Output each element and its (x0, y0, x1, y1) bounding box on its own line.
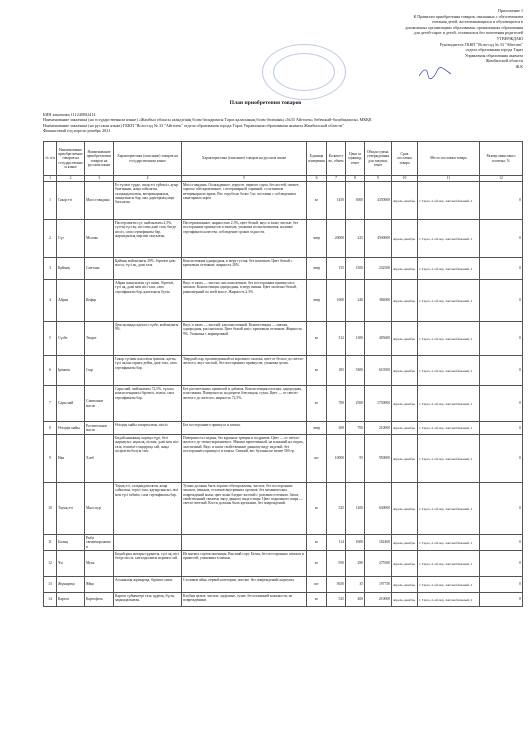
table-row (44, 535, 523, 551)
header-cell: Размер авансового платежа, % (480, 142, 523, 176)
item-advance-payment: 0 (480, 435, 523, 483)
item-unit: кг (307, 593, 327, 607)
item-unit: кг (307, 322, 327, 356)
table-row (44, 483, 523, 535)
table-row (44, 182, 523, 220)
appendix-line: питания детей, воспитывающихся и обучающихся в (432, 19, 523, 25)
table-body (44, 176, 523, 607)
item-delivery-place: г. Тараз, 2-ой пер. Автомобильный, 2 (418, 483, 480, 535)
table-row (44, 220, 523, 258)
item-name-kz: Сары май (57, 386, 85, 422)
row-number: 9 (44, 435, 57, 483)
table-row (44, 551, 523, 577)
row-number: 3 (44, 258, 57, 280)
item-delivery-term: апрель-декабрь (392, 322, 418, 356)
row-number: 4 (44, 280, 57, 322)
item-description-kz: Картоп түйнектері таза, құрғақ, бүтін, зақымдалмаған. (114, 593, 182, 607)
item-unit: литр (307, 220, 327, 258)
item-unit: кг (307, 551, 327, 577)
item-description-kz: Денсаулыққа қауіпсіз сүзбе, майлылығы 9%. (114, 322, 182, 356)
header-cell: Место поставки товара (418, 142, 480, 176)
item-description-kz: Асханалық жұмыртқа, бірінші санат. (114, 577, 182, 593)
item-delivery-term: апрель-декабрь (392, 535, 418, 551)
item-name-ru: Картофель (85, 593, 114, 607)
item-delivery-place: г. Тараз, 2-ой пер. Автомобильный, 2 (418, 182, 480, 220)
item-quantity: 114 (327, 535, 346, 551)
item-total-amount: 950000 (365, 435, 392, 483)
item-name-kz: Сүт (57, 220, 85, 258)
item-total-amount: 384000 (365, 280, 392, 322)
item-total-amount: 210000 (365, 422, 392, 435)
column-number: 2 (57, 176, 85, 182)
item-name-ru: Хлеб (85, 435, 114, 483)
item-delivery-place: г. Тараз, 2-ой пер. Автомобильный, 2 (418, 535, 480, 551)
item-unit: кг (307, 535, 327, 551)
item-delivery-place: г. Тараз, 2-ой пер. Автомобильный, 2 (418, 551, 480, 577)
item-delivery-place: г. Тараз, 2-ой пер. Автомобильный, 2 (418, 220, 480, 258)
item-description-kz: Сиыр сүтінен жасалған ірімшік, қатты, түсі ақтан сарыға дейін, дәмі таза, сапа сертификаты бар. (114, 356, 182, 386)
item-unit-price: 240 (346, 280, 365, 322)
item-description-ru: Пастеризованное, жирностью 2,5%, цвет белый, вкус и запах чистые, без посторонних привкусов и запахов, упаковка полиэтиленовая, наличие сертификата качества, соблюдение сроков годности. (182, 220, 307, 258)
appendix-line: отдела образования города Тараз (465, 47, 523, 53)
item-description-ru: Без постороннего привкуса и запаха. (182, 422, 307, 435)
row-number: 13 (44, 577, 57, 593)
item-name-kz: Сиыр еті (57, 182, 85, 220)
signature-mark (418, 66, 452, 80)
item-quantity: 10000 (327, 435, 346, 483)
item-total-amount: 210000 (365, 593, 392, 607)
header-cell: Наименование приобретаемых товаров на государственном языке (57, 142, 85, 176)
item-delivery-term: апрель-декабрь (392, 483, 418, 535)
item-quantity: 155 (327, 258, 346, 280)
item-unit: кг (307, 356, 327, 386)
item-delivery-place: г. Тараз, 2-ой пер. Автомобильный, 2 (418, 422, 480, 435)
item-name-kz: Қаймақ (57, 258, 85, 280)
item-total-amount: 232500 (365, 258, 392, 280)
item-advance-payment: 0 (480, 280, 523, 322)
item-unit-price: 290 (346, 551, 365, 577)
item-name-kz: Жұмыртқа (57, 577, 85, 593)
item-total-amount: 275500 (365, 551, 392, 577)
item-quantity: 700 (327, 386, 346, 422)
item-name-kz: Нан (57, 435, 85, 483)
item-total-amount: 610500 (365, 356, 392, 386)
item-quantity: 312 (327, 322, 346, 356)
item-advance-payment: 0 (480, 551, 523, 577)
item-name-ru: Рыба свежемороженая (85, 535, 114, 551)
appendix-line: Руководитель ГККП "Ясли-сад № 33 "Айгөлек" (439, 41, 523, 47)
item-delivery-place: г. Тараз, 2-ой пер. Автомобильный, 2 (418, 356, 480, 386)
item-description-ru: Поверхность гладкая, без крупных трещин и подрывов. Цвет — от светло-желтого до темно-коричневого. Мякиш пропеченный, не влажный на ощупь, эластичный. Вкус и запах свойственные данному виду изделий, без постороннего привкуса и запаха. Свежий, вес буханки не менее 500 гр. (182, 435, 307, 483)
item-name-kz: Айран (57, 280, 85, 322)
item-total-amount: 4500000 (365, 220, 392, 258)
item-unit: литр (307, 280, 327, 322)
item-description-ru: Столовые яйца, первой категории, чистые, без повреждений скорлупы. (182, 577, 307, 593)
item-description-ru: Твердый сыр, произведенный из коровьего молока, цвет от белого до светло-желтого, вкус чистый, без посторонних привкусов, упаковка целая. (182, 356, 307, 386)
item-quantity: 950 (327, 551, 346, 577)
row-number: 10 (44, 483, 57, 535)
item-description-kz (114, 535, 182, 551)
table-row (44, 593, 523, 607)
item-description-kz: Қаймақ майлылығы 20%, біртекті қою масса, түсі ақ, дәмі таза. (114, 258, 182, 280)
item-delivery-term: апрель-декабрь (392, 577, 418, 593)
row-number: 7 (44, 386, 57, 422)
item-delivery-place: г. Тараз, 2-ой пер. Автомобильный, 2 (418, 386, 480, 422)
item-quantity: 1600 (327, 280, 346, 322)
table-row (44, 258, 523, 280)
header-cell: Срок поставки товара (392, 142, 418, 176)
item-delivery-term: апрель-декабрь (392, 435, 418, 483)
item-description-kz: Пастерленген сүт, майлылығы 2,5%, сүттің түсі ақ, иісі мен дәмі таза, бөгде иіссіз, сапа сертификаты бар, жарамдылық мерзімі сақталған. (114, 220, 182, 258)
customer-bin: БИН заказчика 111240002414 (43, 112, 96, 117)
item-unit-price: 700 (346, 422, 365, 435)
item-quantity: 1450 (327, 182, 346, 220)
item-name-ru: Яйцо (85, 577, 114, 593)
item-delivery-place: г. Тараз, 2-ой пер. Автомобильный, 2 (418, 435, 480, 483)
item-advance-payment: 0 (480, 593, 523, 607)
table-row (44, 280, 523, 322)
item-description-kz: Сары май, майлылығы 72,5%, тұзсыз, консистенциясы біртекті, тығыз, сапа сертификаты бар. (114, 386, 182, 422)
item-delivery-term: апрель-декабрь (392, 356, 418, 386)
appendix-line: Управления образования акимата (464, 52, 523, 58)
table-row (44, 356, 523, 386)
official-stamp (262, 44, 346, 100)
item-delivery-place: г. Тараз, 2-ой пер. Автомобильный, 2 (418, 593, 480, 607)
item-advance-payment: 0 (480, 483, 523, 535)
item-description-ru: Клубни целые, чистые, здоровые, сухие, без излишней влажности, не поврежденные. (182, 593, 307, 607)
item-advance-payment: 0 (480, 577, 523, 593)
table-row (44, 386, 523, 422)
row-number: 11 (44, 535, 57, 551)
appendix-line: Приложение 1 (497, 8, 523, 13)
column-number: 6 (307, 176, 327, 182)
item-unit-price: 1300 (346, 322, 365, 356)
item-delivery-term: апрель-декабрь (392, 258, 418, 280)
item-unit-price: 3000 (346, 182, 365, 220)
column-number: 10 (392, 176, 418, 182)
item-unit-price: 400 (346, 593, 365, 607)
item-description-ru: Мясо говядина. Охлажденное, упругое, первого сорта, без костей, свежее, хорошо обескровленное, с ветеринарной справкой, со штампом ветеринарного врача. Вес отруба не более 5 кг, поставка с соблюдением санитарных норм. (182, 182, 307, 220)
row-number: 2 (44, 220, 57, 258)
item-total-amount: 197750 (365, 577, 392, 593)
item-delivery-place: г. Тараз, 2-ой пер. Автомобильный, 2 (418, 258, 480, 280)
item-unit-price: 95 (346, 435, 365, 483)
table-row (44, 577, 523, 593)
item-unit-price: 225 (346, 220, 365, 258)
item-description-ru: Вкус и запах — чистые, кисломолочные, без посторонних привкусов и запахов. Консистенция однородная, в меру вязкая. Цвет молочно-белый, равномерный по всей массе. Жирность 2,5%. (182, 280, 307, 322)
item-name-kz: Балық (57, 535, 85, 551)
item-delivery-place: г. Тараз, 2-ой пер. Автомобильный, 2 (418, 322, 480, 356)
column-number: 4 (114, 176, 182, 182)
row-number: 1 (44, 182, 57, 220)
item-delivery-place: г. Тараз, 2-ой пер. Автомобильный, 2 (418, 577, 480, 593)
item-delivery-term: апрель-декабрь (392, 280, 418, 322)
header-cell: Цена за единицу, тенге (346, 142, 365, 176)
item-advance-payment: 0 (480, 356, 523, 386)
row-number: 5 (44, 322, 57, 356)
item-advance-payment: 0 (480, 386, 523, 422)
appendix-line: Жамбылской области (485, 58, 523, 64)
item-description-kz: Ет түтікті түрде, сиыр еті сүйексіз, ауыр балғаннан, жаңа сойылған, салқындатылған, ветеринариялық анықтамасы бар, мал дәрігерінің мөрі басылған. (114, 182, 182, 220)
item-name-ru: Сливочное масло (85, 386, 114, 422)
item-total-amount: 405600 (365, 322, 392, 356)
item-quantity: 20000 (327, 220, 346, 258)
item-unit: кг (307, 182, 327, 220)
header-cell: Единица измерения (307, 142, 327, 176)
item-unit: шт (307, 435, 327, 483)
item-quantity: 5650 (327, 577, 346, 593)
item-total-amount: 182400 (365, 535, 392, 551)
item-name-ru: Мука (85, 551, 114, 577)
item-unit-price: 1500 (346, 258, 365, 280)
appendix-line: дошкольных организациях образования, организациях образования (405, 24, 523, 30)
item-unit-price: 1600 (346, 535, 365, 551)
procurement-plan-table (43, 141, 523, 607)
item-unit-price: 1200 (346, 483, 365, 535)
item-name-ru: Кефир (85, 280, 114, 322)
item-advance-payment: 0 (480, 182, 523, 220)
item-delivery-term: апрель-декабрь (392, 593, 418, 607)
item-total-amount: 1750000 (365, 386, 392, 422)
item-name-kz: Картоп (57, 593, 85, 607)
column-number: 5 (182, 176, 307, 182)
column-number: 11 (418, 176, 480, 182)
column-number: 9 (365, 176, 392, 182)
item-quantity: 525 (327, 483, 346, 535)
item-advance-payment: 0 (480, 258, 523, 280)
column-number: 1 (44, 176, 57, 182)
item-name-kz: Өсімдік майы (57, 422, 85, 435)
item-description-ru: Без растительных примесей и добавок. Консистенция плотная, однородная, пластичная. Поверхность на разрезе блестящая, сухая. Цвет — от светло-желтого до желтого, жирность 72,5%. (182, 386, 307, 422)
item-description-kz: Бидай нанының сыртқы түрі, беті жарықсыз, жұмсақ, піскен, дәмі мен иісі таза, өлшемі стандартқа сай, жаңа пісірілген болуы тиіс. (114, 435, 182, 483)
item-name-ru: Сметана (85, 258, 114, 280)
header-cell: Характеристика (описание) товаров на государственном языке (114, 142, 182, 176)
item-quantity: 185 (327, 356, 346, 386)
item-description-kz: Айран ашытылған сүт өнімі, біртекті, түсі ақ, дәмі мен иісі таза, сапа сертификаты бар, қаптамасы бүтін. (114, 280, 182, 322)
header-cell: № п/п (44, 142, 57, 176)
header-cell: Характеристика (описание) товаров на русском языке (182, 142, 307, 176)
item-total-amount: 630000 (365, 483, 392, 535)
column-number: 12 (480, 176, 523, 182)
item-name-kz: Сүзбе (57, 322, 85, 356)
item-description-ru: Консистенция однородная, в меру густая, без комочков. Цвет белый с кремовым оттенком, жирность 20%. (182, 258, 307, 280)
header-cell: Наименование приобретаемых товаров на русском языке (85, 142, 114, 176)
appendix-line: К Правилам приобретения товаров, связанных с обеспечением (413, 13, 523, 19)
item-delivery-term: апрель-декабрь (392, 182, 418, 220)
item-total-amount: 4350000 (365, 182, 392, 220)
table-row (44, 435, 523, 483)
row-number: 8 (44, 422, 57, 435)
header-cell: Количество, объем (327, 142, 346, 176)
item-description-ru: Тушки должны быть хорошо обескровлены, чистые, без посторонних запахов, пеньков, остатков внутренних органов, без механических повреждений кожи, цвет кожи бледно-желтый с розовым оттенком. Запах свойственный свежему мясу данного вида птицы. Цвет подкожного жира — светло-желтый. Кости должны быть крепкими, без повреждений. (182, 483, 307, 535)
appendix-line: Ж.К (515, 63, 523, 69)
item-unit-price: 35 (346, 577, 365, 593)
item-name-ru: Мясо говядина (85, 182, 114, 220)
item-advance-payment: 0 (480, 422, 523, 435)
table-row (44, 422, 523, 435)
item-name-kz: Тауық еті (57, 483, 85, 535)
item-delivery-term: апрель-декабрь (392, 386, 418, 422)
column-number: 8 (346, 176, 365, 182)
financial-year: Финансовый год апрель-декабрь 2021 (43, 128, 111, 134)
item-unit-price: 2500 (346, 386, 365, 422)
row-number: 6 (44, 356, 57, 386)
item-unit: литр (307, 258, 327, 280)
item-description-ru (182, 535, 307, 551)
document-title: План приобретения товаров (229, 100, 302, 106)
header-cell: Общая сумма, утвержденная для закупки, тенге (365, 142, 392, 176)
item-unit: литр (307, 422, 327, 435)
column-number: 3 (85, 176, 114, 182)
item-advance-payment: 0 (480, 220, 523, 258)
item-quantity: 300 (327, 422, 346, 435)
item-delivery-term: апрель-декабрь (392, 220, 418, 258)
row-number: 12 (44, 551, 57, 577)
item-delivery-term: апрель-декабрь (392, 422, 418, 435)
item-unit: шт (307, 577, 327, 593)
item-advance-payment: 0 (480, 535, 523, 551)
item-name-ru: Сыр (85, 356, 114, 386)
item-delivery-term: апрель-декабрь (392, 551, 418, 577)
item-description-kz: Тауық еті, салқындатылған, жаңа сойылған, терісі таза, қауырсынсыз, иісі мен түсі табиғи, сапа сертификаты бар. (114, 483, 182, 535)
table-header-row (44, 142, 523, 176)
document-meta (43, 112, 513, 134)
item-name-ru: Мясо кур (85, 483, 114, 535)
customer-name-kz: Наименование заказчика (на государственном языке) «Жамбыл облысы әкімдігінің білім басқармасы Тараз қаласының білім бөлімінің «№33 Айгөлек» бөбекжай-балабақшасы» МКҚК (43, 117, 372, 123)
item-unit: кг (307, 483, 327, 535)
row-number: 14 (44, 593, 57, 607)
customer-name-ru: Наименование заказчика (на русском языке) ГККП "Ясли-сад № 33 "Айгөлек" отдела образования города Тараз Управления образования акимата Жамбылской области" (43, 122, 344, 128)
item-name-kz: Ұн (57, 551, 85, 577)
item-advance-payment: 0 (480, 322, 523, 356)
appendix-line: для детей-сирот и детей, оставшихся без попечения родителей (413, 30, 523, 36)
item-name-ru: Творог (85, 322, 114, 356)
item-unit-price: 3300 (346, 356, 365, 386)
item-name-ru: Молоко (85, 220, 114, 258)
item-description-ru: Из мягких сортов пшеницы. Высший сорт. Белая, без посторонних запахов и примесей, упакована в мешки. (182, 551, 307, 577)
item-name-kz: Ірімшік (57, 356, 85, 386)
table-row (44, 322, 523, 356)
item-quantity: 525 (327, 593, 346, 607)
item-unit: кг (307, 386, 327, 422)
appendix-line: УТВЕРЖДАЮ (496, 35, 523, 41)
item-delivery-place: г. Тараз, 2-ой пер. Автомобильный, 2 (418, 280, 480, 322)
item-description-ru: Вкус и запах — чистый, кисломолочный. Консистенция — мягкая, однородная, рассыпчатая. Цвет белый или с кремовым оттенком. Жирность 9%. Упаковка с маркировкой. (182, 322, 307, 356)
item-description-kz: Бидай ұны жоғары сұрыпты, түсі ақ, иісі бөгде иіссіз, ылғалдылығы нормаға сай. (114, 551, 182, 577)
item-description-kz: Өсімдік майы тазартылған, иіссіз. (114, 422, 182, 435)
column-number: 7 (327, 176, 346, 182)
item-name-ru: Растительное масло (85, 422, 114, 435)
